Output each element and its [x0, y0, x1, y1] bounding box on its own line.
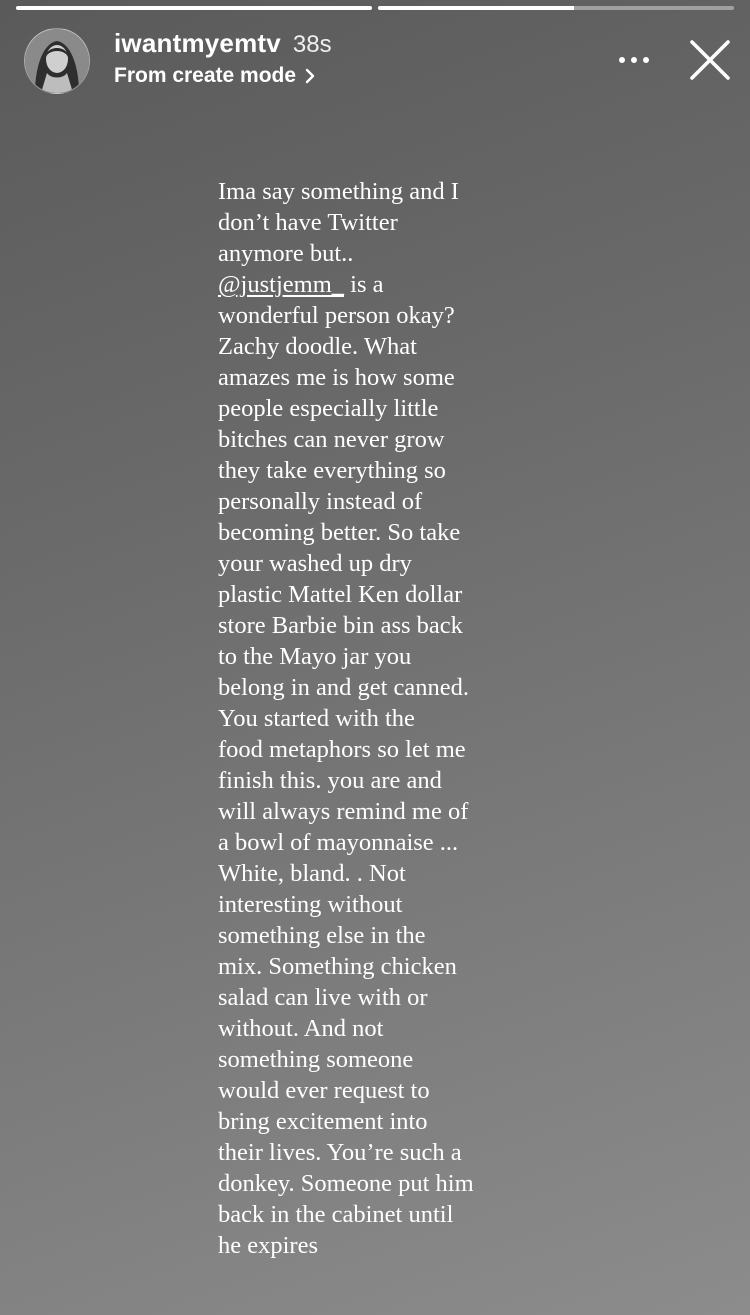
- close-icon[interactable]: [688, 38, 732, 82]
- progress-segment: [378, 6, 734, 10]
- create-mode-label: From create mode: [114, 64, 297, 87]
- more-dot: [619, 57, 625, 63]
- more-dot: [643, 57, 649, 63]
- story-text: [218, 176, 528, 1261]
- username[interactable]: iwantmyemtv: [114, 28, 281, 58]
- story-text-part: Ima say something and I don’t have Twitter anymore but..: [218, 178, 459, 267]
- user-line: [114, 28, 332, 59]
- avatar[interactable]: [24, 28, 90, 94]
- story-header: [24, 26, 732, 92]
- progress-fill: [378, 6, 574, 10]
- story-progress-bar: [16, 6, 734, 10]
- create-mode-link[interactable]: [114, 64, 316, 88]
- mention-link[interactable]: @justjemm_: [218, 271, 345, 298]
- chevron-right-icon: [304, 68, 316, 84]
- timestamp: 38s: [292, 31, 332, 58]
- progress-segment: [16, 6, 372, 10]
- more-icon[interactable]: [614, 50, 654, 70]
- progress-fill: [16, 6, 372, 10]
- story-text-part: is a wonderful person okay? Zachy doodle. What amazes me is how some people especially little bitches can never grow they take everything so personally instead of becoming better. So take your washed up dry plastic Mattel Ken dollar store Barbie bin ass back to the Mayo jar you belong in and get canned. You started with the food metaphors so let me finish this. you are and will always remind me of a bowl of mayonnaise ... White, bland. . Not interesting without something else in the mix. Something chicken salad can live with or without. And not something someone would ever request to bring excitement into their lives. You’re such a donkey. Someone put him back in the cabinet until he expires: [218, 271, 474, 1259]
- more-dot: [631, 57, 637, 63]
- avatar-image: [25, 29, 89, 93]
